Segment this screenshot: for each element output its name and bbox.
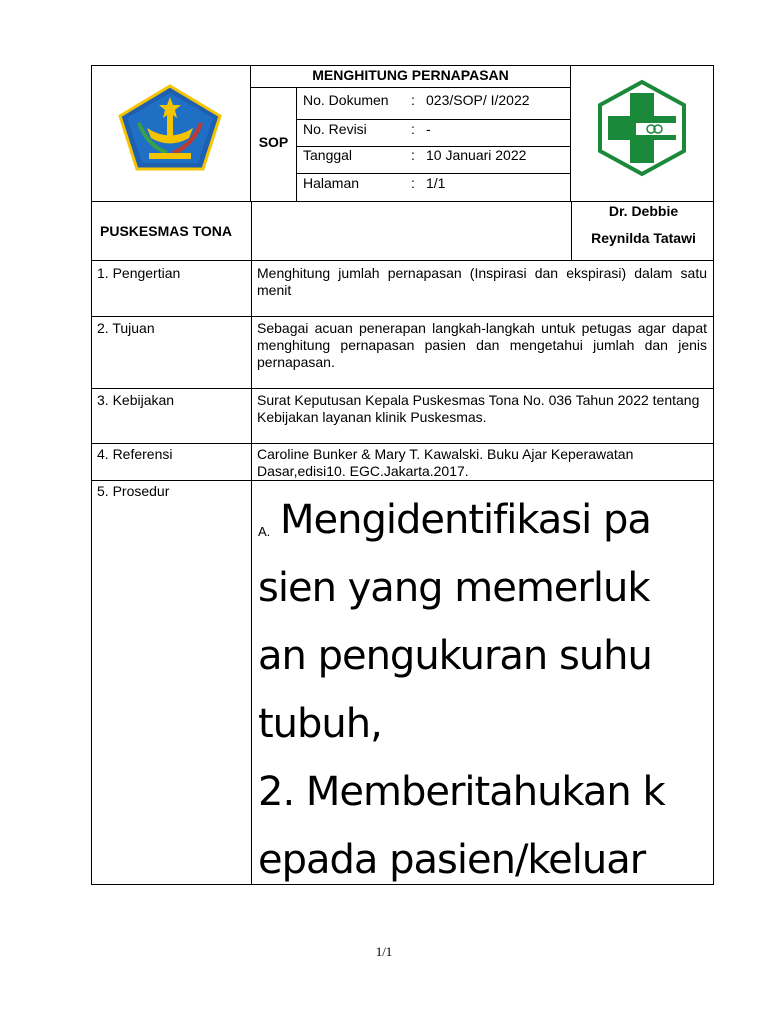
meta-label: Halaman [303, 175, 360, 191]
meta-value: - [426, 121, 431, 137]
section-content-cell [251, 260, 714, 317]
meta-row-0 [297, 88, 571, 120]
sop-label: SOP [258, 134, 289, 150]
section-label: 2. Tujuan [97, 320, 155, 336]
procedure-marker: A. [258, 524, 271, 539]
section-content-cell [251, 316, 714, 389]
left-logo-cell [91, 65, 251, 202]
section-content: Sebagai acuan penerapan langkah-langkah untuk petugas agar dapat menghitung pernapasan pasien dan mengetahui jumlah dan jenis pernapasan. [257, 320, 707, 370]
section-label: 3. Kebijakan [97, 392, 175, 408]
meta-value: 023/SOP/ I/2022 [426, 92, 530, 108]
section-content-cell [251, 480, 714, 885]
page-number: 1/1 [375, 944, 393, 959]
section-content: Surat Keputusan Kepala Puskesmas Tona No. 036 Tahun 2022 tentang Kebijakan layanan klinik Puskesmas. [257, 392, 700, 425]
meta-row-1 [297, 120, 571, 147]
meta-sep: : [411, 147, 415, 163]
org-cell [91, 201, 252, 261]
section-label-cell [91, 443, 252, 481]
puskesmas-cross-logo-icon [596, 79, 688, 177]
signatory-cell [571, 201, 714, 261]
meta-sep: : [411, 92, 415, 108]
section-label: 4. Referensi [97, 446, 173, 462]
meta-label: No. Revisi [303, 121, 367, 137]
sop-cell [251, 88, 297, 202]
title-cell [251, 65, 571, 88]
section-label-cell [91, 480, 252, 885]
section-label-cell [91, 260, 252, 317]
section-content: Caroline Bunker & Mary T. Kawalski. Buku Ajar Keperawatan Dasar,edisi10. EGC.Jakarta.2017. [257, 446, 634, 479]
signatory-line1: Dr. Debbie [608, 203, 679, 219]
meta-label: No. Dokumen [303, 92, 389, 108]
right-logo-cell [571, 65, 714, 202]
procedure-content: Mengidentifikasi pa sien yang memerluk an pengukuran suhu tubuh, 2. Memberitahukan k epada pasien/keluar [258, 497, 665, 883]
blank-cell [251, 201, 572, 261]
regional-emblem-icon [117, 83, 223, 173]
section-label: 1. Pengertian [97, 265, 181, 281]
section-label-cell [91, 316, 252, 389]
section-content-cell [251, 388, 714, 444]
section-label-cell [91, 388, 252, 444]
meta-value: 1/1 [426, 175, 446, 191]
meta-sep: : [411, 175, 415, 191]
section-content: Menghitung jumlah pernapasan (Inspirasi dan ekspirasi) dalam satu menit [257, 265, 707, 298]
section-label: 5. Prosedur [97, 483, 170, 499]
section-content-cell [251, 443, 714, 481]
page-title: MENGHITUNG PERNAPASAN [312, 67, 509, 83]
meta-row-3 [297, 174, 571, 202]
signatory-line2: Reynilda Tatawi [591, 230, 696, 246]
meta-label: Tanggal [303, 147, 353, 163]
meta-sep: : [411, 121, 415, 137]
org-name: PUSKESMAS TONA [100, 223, 232, 239]
meta-value: 10 Januari 2022 [426, 147, 527, 163]
meta-row-2 [297, 147, 571, 174]
